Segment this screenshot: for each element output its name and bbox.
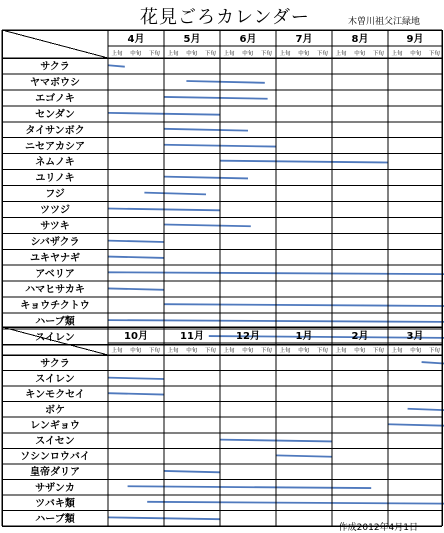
bloom-period-bar (108, 378, 164, 379)
bloom-period-bar (164, 471, 220, 472)
month-label: 12月 (236, 331, 260, 342)
row-label: ユリノキ (35, 173, 75, 185)
row-label: ソシンロウバイ (20, 451, 90, 463)
sub-period-label: 下旬 (148, 51, 160, 57)
row-label: アベリア (35, 268, 75, 280)
sub-period-label: 上旬 (111, 348, 123, 354)
bloom-period-bar (108, 65, 125, 66)
row-label: ヤマボウシ (30, 77, 80, 89)
row-label: スイレン (35, 332, 75, 344)
sub-period-label: 中旬 (186, 348, 198, 354)
sub-period-label: 下旬 (260, 51, 272, 57)
sub-period-label: 上旬 (167, 348, 179, 354)
sub-period-label: 中旬 (298, 348, 310, 354)
sub-period-label: 中旬 (242, 348, 254, 354)
month-label: 4月 (127, 34, 145, 45)
row-label: シバザクラ (30, 236, 80, 248)
row-label: サクラ (40, 358, 70, 370)
sub-period-label: 中旬 (186, 51, 198, 57)
sub-period-label: 上旬 (279, 51, 291, 57)
month-label: 1月 (295, 331, 313, 342)
sub-period-label: 中旬 (354, 348, 366, 354)
row-label: キンモクセイ (25, 389, 85, 401)
sub-period-label: 中旬 (298, 51, 310, 57)
header-diagonal-line (2, 327, 108, 355)
bloom-period-bar (164, 97, 268, 99)
row-label: ニセアカシア (25, 141, 85, 153)
bloom-period-bar (408, 409, 444, 410)
page-title: 花見ごろカレンダー (140, 7, 310, 28)
sub-period-label: 下旬 (204, 348, 216, 354)
sub-period-label: 中旬 (354, 51, 366, 57)
bloom-period-bar (220, 161, 388, 163)
sub-period-label: 下旬 (372, 348, 384, 354)
sub-period-label: 中旬 (410, 51, 422, 57)
sub-period-label: 下旬 (204, 51, 216, 57)
row-label: エゴノキ (35, 93, 75, 105)
sub-period-label: 中旬 (242, 51, 254, 57)
bloom-period-bar (164, 224, 251, 226)
bloom-period-bar (164, 177, 248, 179)
row-label: サクラ (40, 61, 70, 73)
sub-period-label: 下旬 (260, 348, 272, 354)
bloom-period-bar (186, 81, 264, 83)
bloom-period-bar (108, 241, 164, 242)
month-label: 10月 (124, 331, 148, 342)
bloom-period-bar (388, 424, 444, 425)
month-label: 6月 (239, 34, 257, 45)
row-label: フジ (45, 189, 65, 201)
bloom-period-bar (147, 502, 444, 504)
sub-period-label: 上旬 (279, 348, 291, 354)
row-label: ボケ (45, 405, 65, 417)
row-label: スイレン (35, 373, 75, 385)
row-label: ハーブ類 (35, 316, 75, 328)
row-label: ユキヤナギ (30, 252, 80, 264)
row-label: タイサンボク (25, 125, 85, 137)
bloom-period-bar (108, 393, 164, 394)
month-label: 5月 (183, 34, 201, 45)
row-label: センダン (35, 109, 75, 121)
bloom-period-bar (144, 193, 206, 195)
sub-period-label: 上旬 (223, 348, 235, 354)
sub-period-label: 上旬 (335, 348, 347, 354)
sub-period-label: 下旬 (316, 348, 328, 354)
header-diagonal-line (2, 30, 108, 58)
sub-period-label: 下旬 (372, 51, 384, 57)
sub-period-label: 上旬 (111, 51, 123, 57)
month-label: 3月 (406, 331, 424, 342)
sub-period-label: 上旬 (223, 51, 235, 57)
bloom-period-bar (108, 257, 164, 258)
sub-period-label: 中旬 (130, 348, 142, 354)
row-label: サツキ (40, 220, 70, 232)
sub-period-label: 中旬 (130, 51, 142, 57)
sub-period-label: 上旬 (391, 348, 403, 354)
row-label: ツバキ類 (35, 498, 75, 510)
row-label: スイセン (35, 436, 75, 448)
created-date: 作成2012年4月1日 (338, 523, 418, 533)
row-label: ネムノキ (35, 157, 75, 169)
sub-period-label: 中旬 (410, 348, 422, 354)
row-label: レンギョウ (30, 420, 80, 432)
sub-period-label: 下旬 (428, 348, 440, 354)
sub-period-label: 上旬 (335, 51, 347, 57)
row-label: キョウチクトウ (20, 300, 90, 312)
bloom-period-bar (108, 288, 164, 289)
row-label: ハーブ類 (35, 513, 75, 525)
row-label: 皇帝ダリア (30, 467, 80, 479)
bloom-period-bar (276, 455, 332, 456)
row-label: ツツジ (40, 205, 70, 217)
row-label: サザンカ (35, 482, 75, 494)
organization-label: 木曽川祖父江緑地 (348, 17, 421, 27)
month-label: 7月 (295, 34, 313, 45)
row-label: ハマヒサカキ (25, 284, 85, 296)
bloom-period-bar (164, 129, 248, 131)
sub-period-label: 下旬 (316, 51, 328, 57)
month-label: 2月 (351, 331, 369, 342)
month-label: 11月 (180, 331, 204, 342)
sub-period-label: 上旬 (167, 51, 179, 57)
sub-period-label: 下旬 (148, 348, 160, 354)
bloom-period-bar (422, 362, 444, 363)
month-label: 9月 (406, 34, 424, 45)
month-label: 8月 (351, 34, 369, 45)
bloom-period-bar (164, 304, 444, 306)
sub-period-label: 下旬 (428, 51, 440, 57)
sub-period-label: 上旬 (391, 51, 403, 57)
